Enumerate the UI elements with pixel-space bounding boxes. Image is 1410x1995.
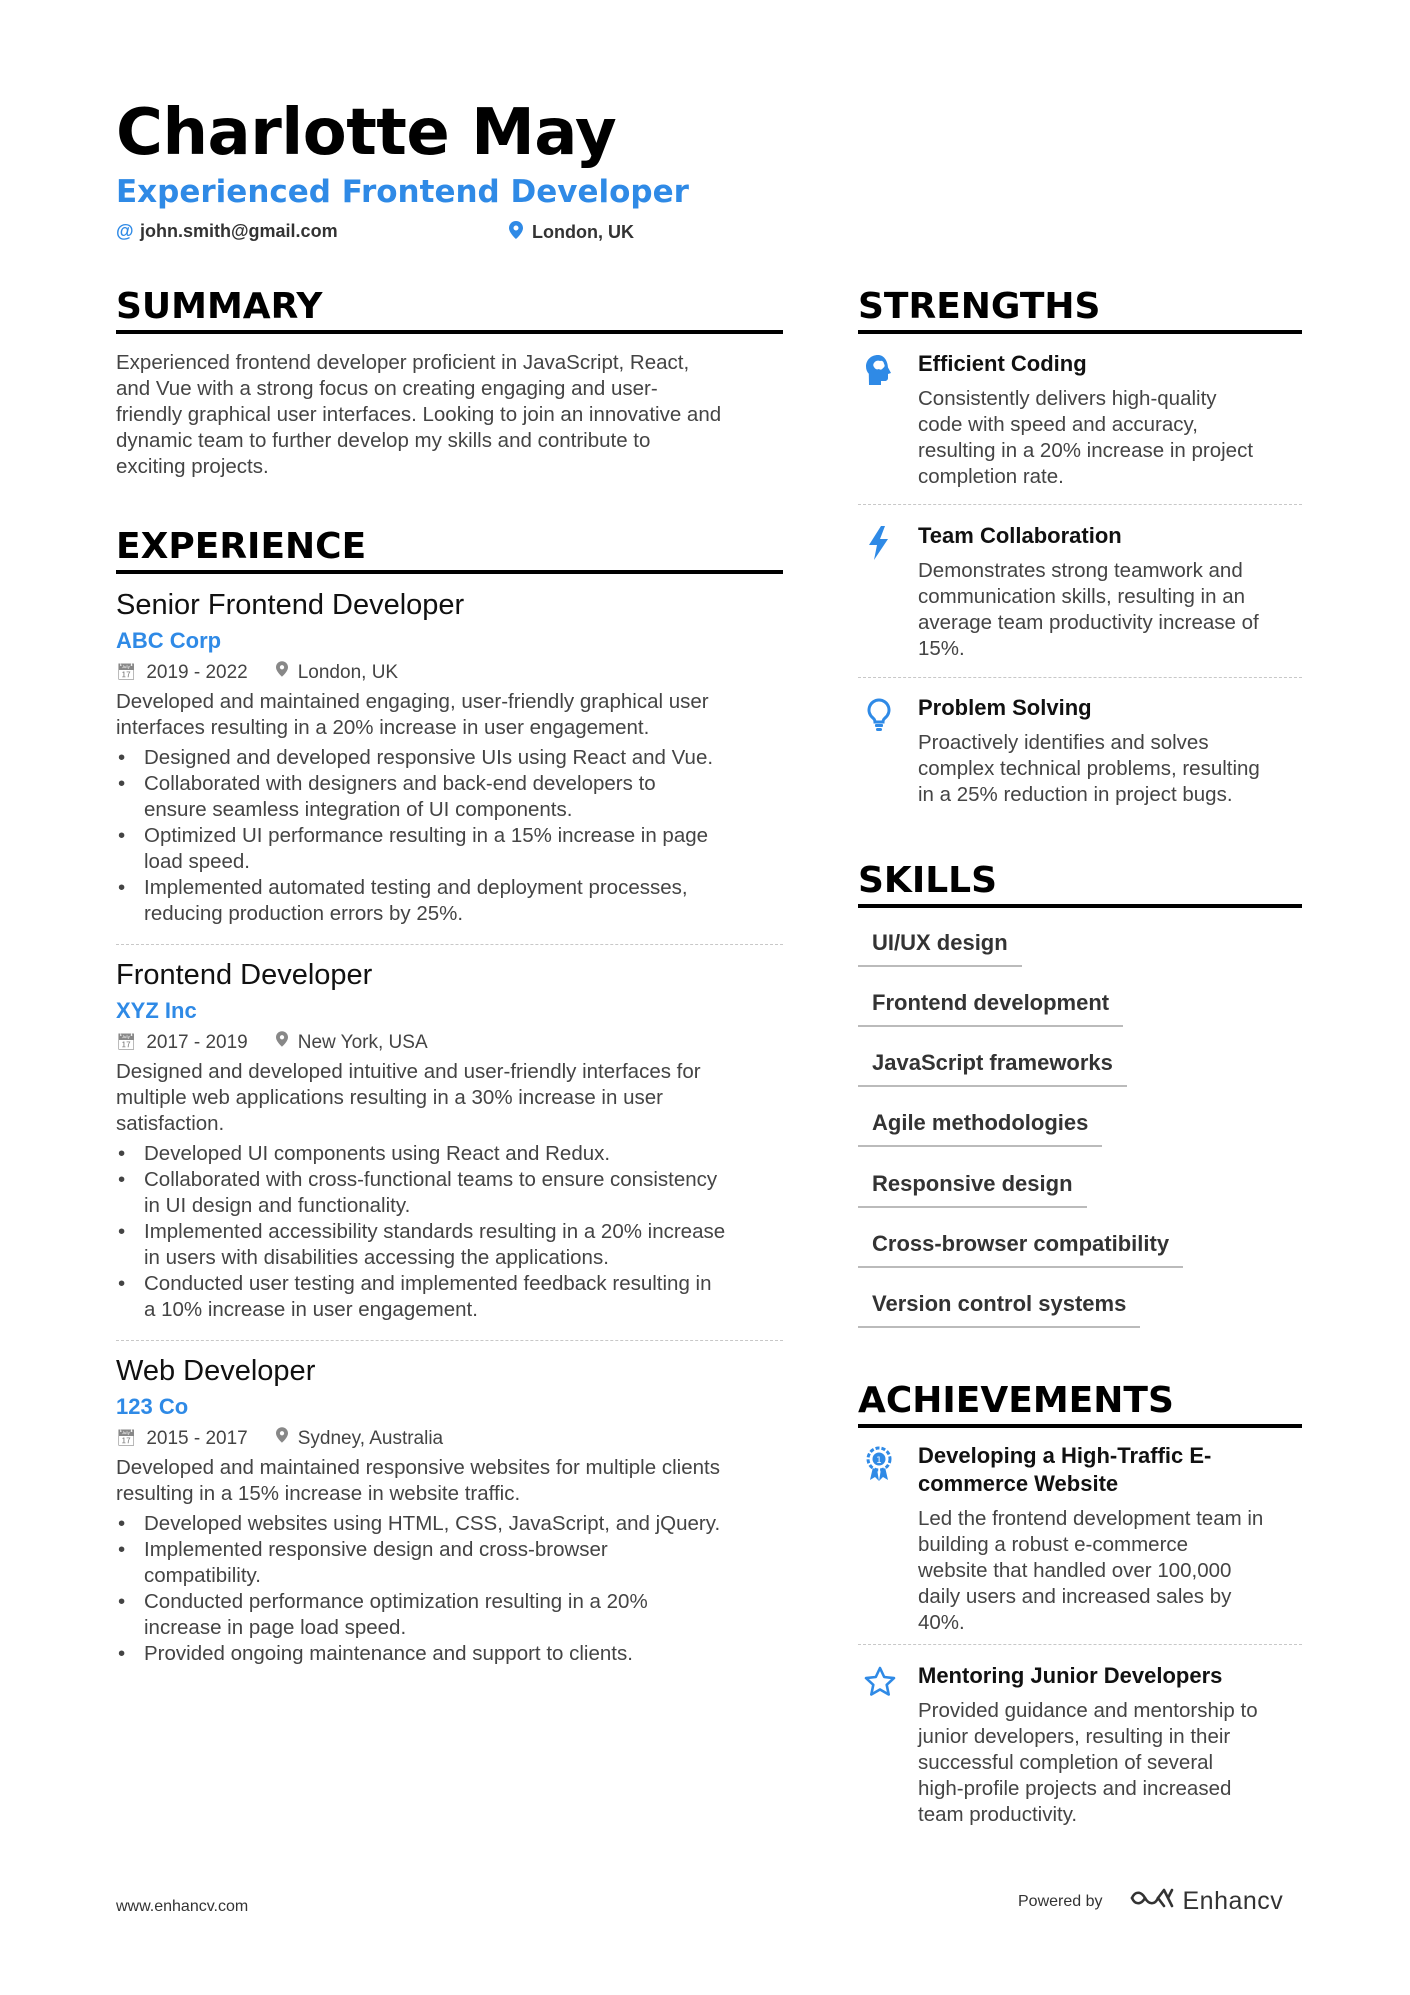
powered-by-label: Powered by xyxy=(1018,1892,1103,1910)
experience-heading: EXPERIENCE xyxy=(116,526,783,574)
job-dates: 2019 - 2022 xyxy=(146,662,248,683)
job-dates: 2015 - 2017 xyxy=(146,1428,248,1449)
list-item: • Conducted performance optimization resulting in a 20% increase in page load speed. xyxy=(116,1589,783,1641)
achievement-divider xyxy=(858,1644,1302,1645)
skill-tag: Version control systems xyxy=(858,1290,1140,1328)
skill-tag: Agile methodologies xyxy=(858,1109,1102,1147)
calendar-icon: 📅︎ xyxy=(116,1034,137,1051)
list-item: • Developed websites using HTML, CSS, JavaScript, and jQuery. xyxy=(116,1511,783,1537)
lightbulb-icon xyxy=(864,698,894,730)
map-pin-icon xyxy=(276,1031,288,1055)
strength-title: Problem Solving xyxy=(918,695,1092,720)
job-description: Developed and maintained responsive websites for multiple clients resulting in a 15% increase in website traffic. xyxy=(116,1456,720,1505)
job-company: 123 Co xyxy=(116,1394,189,1419)
skill-tag: UI/UX design xyxy=(858,929,1022,967)
strength-item xyxy=(858,350,1302,490)
email-text: john.smith@gmail.com xyxy=(140,221,338,241)
achievement-item xyxy=(858,1662,1302,1828)
map-pin-icon xyxy=(276,661,288,685)
contact-location xyxy=(508,221,634,244)
achievement-description: Provided guidance and mentorship to junior developers, resulting in their successful completion of several high-profile projects and increased team productivity. xyxy=(918,1699,1258,1826)
achievement-item xyxy=(858,1442,1302,1636)
list-item: • Designed and developed responsive UIs using React and Vue. xyxy=(116,745,783,771)
strength-divider xyxy=(858,677,1302,678)
job-meta xyxy=(116,1427,783,1451)
footer-branding xyxy=(1018,1886,1283,1917)
candidate-name: Charlotte May xyxy=(116,96,617,170)
summary-heading: SUMMARY xyxy=(116,286,783,334)
achievement-title: Developing a High-Traffic E- commerce Website xyxy=(918,1443,1212,1496)
list-item: • Optimized UI performance resulting in a 15% increase in page load speed. xyxy=(116,823,783,875)
contact-email[interactable] xyxy=(116,221,338,242)
strength-title: Efficient Coding xyxy=(918,351,1087,376)
strength-description: Consistently delivers high-quality code with speed and accuracy, resulting in a 20% increase in project completion rate. xyxy=(918,387,1254,488)
lightning-icon xyxy=(864,526,894,558)
strength-divider xyxy=(858,504,1302,505)
skill-tag: Cross-browser compatibility xyxy=(858,1230,1183,1268)
footer-website[interactable]: www.enhancv.com xyxy=(116,1898,249,1915)
at-sign-icon: @ xyxy=(116,221,134,241)
job-entry xyxy=(116,957,783,1323)
brand-logo[interactable] xyxy=(1129,1886,1284,1917)
strength-item xyxy=(858,694,1302,808)
location-text: London, UK xyxy=(532,222,634,242)
list-item: • Collaborated with cross-functional teams to ensure consistency in UI design and functionality. xyxy=(116,1167,783,1219)
strengths-heading: STRENGTHS xyxy=(858,286,1302,334)
job-bullets xyxy=(116,745,783,927)
job-title: Web Developer xyxy=(116,1355,316,1387)
job-location: London, UK xyxy=(297,662,399,683)
job-title: Senior Frontend Developer xyxy=(116,589,465,621)
svg-text:1: 1 xyxy=(876,1456,882,1466)
job-divider xyxy=(116,944,783,945)
list-item: • Provided ongoing maintenance and support to clients. xyxy=(116,1641,783,1667)
achievement-description: Led the frontend development team in building a robust e-commerce website that handled over 100,000 daily users and increased sales by 40%. xyxy=(918,1507,1264,1634)
job-company: ABC Corp xyxy=(116,628,222,653)
list-item: • Implemented automated testing and deployment processes, reducing production errors by 25%. xyxy=(116,875,783,927)
job-bullets xyxy=(116,1511,783,1667)
map-pin-icon xyxy=(508,221,524,244)
list-item: • Implemented responsive design and cross-browser compatibility. xyxy=(116,1537,783,1589)
list-item: • Implemented accessibility standards resulting in a 20% increase in users with disabilities accessing the applications. xyxy=(116,1219,783,1271)
list-item: • Conducted user testing and implemented feedback resulting in a 10% increase in user engagement. xyxy=(116,1271,783,1323)
summary-text: Experienced frontend developer proficient in JavaScript, React, and Vue with a strong focus on creating engaging and user- friendly graphical user interfaces. Looking to join an innovative and dynamic team to further develop my skills and contribute to exciting projects. xyxy=(116,351,722,478)
job-title: Frontend Developer xyxy=(116,959,373,991)
job-location: Sydney, Australia xyxy=(297,1428,444,1449)
star-icon xyxy=(864,1666,894,1698)
job-bullets xyxy=(116,1141,783,1323)
list-item: • Developed UI components using React and Redux. xyxy=(116,1141,783,1167)
calendar-icon: 📅︎ xyxy=(116,1430,137,1447)
strength-title: Team Collaboration xyxy=(918,523,1122,548)
achievement-title: Mentoring Junior Developers xyxy=(918,1663,1223,1688)
calendar-icon: 📅︎ xyxy=(116,664,137,681)
job-divider xyxy=(116,1340,783,1341)
brand-name: Enhancv xyxy=(1182,1887,1284,1915)
job-meta xyxy=(116,1031,783,1055)
map-pin-icon xyxy=(276,1427,288,1451)
job-description: Developed and maintained engaging, user-friendly graphical user interfaces resulting in a 20% increase in user engagement. xyxy=(116,690,709,739)
job-description: Designed and developed intuitive and user-friendly interfaces for multiple web applications resulting in a 30% increase in user satisfaction. xyxy=(116,1060,701,1135)
job-meta xyxy=(116,661,783,685)
candidate-title: Experienced Frontend Developer xyxy=(116,174,689,210)
skill-tag: JavaScript frameworks xyxy=(858,1049,1127,1087)
skills-heading: SKILLS xyxy=(858,860,1302,908)
brain-head-icon xyxy=(864,354,894,386)
job-company: XYZ Inc xyxy=(116,998,197,1023)
award-ribbon-icon xyxy=(864,1446,894,1478)
job-location: New York, USA xyxy=(297,1032,428,1053)
skill-tag: Frontend development xyxy=(858,989,1123,1027)
job-entry xyxy=(116,587,783,927)
strength-item xyxy=(858,522,1302,662)
enhancv-logo-icon xyxy=(1129,1886,1175,1917)
list-item: • Collaborated with designers and back-end developers to ensure seamless integration of UI components. xyxy=(116,771,783,823)
skill-tag: Responsive design xyxy=(858,1170,1087,1208)
job-entry xyxy=(116,1353,783,1667)
job-dates: 2017 - 2019 xyxy=(146,1032,248,1053)
achievements-heading: ACHIEVEMENTS xyxy=(858,1380,1302,1428)
strength-description: Demonstrates strong teamwork and communication skills, resulting in an average team productivity increase of 15%. xyxy=(918,559,1259,660)
strength-description: Proactively identifies and solves complex technical problems, resulting in a 25% reduction in project bugs. xyxy=(918,731,1260,806)
